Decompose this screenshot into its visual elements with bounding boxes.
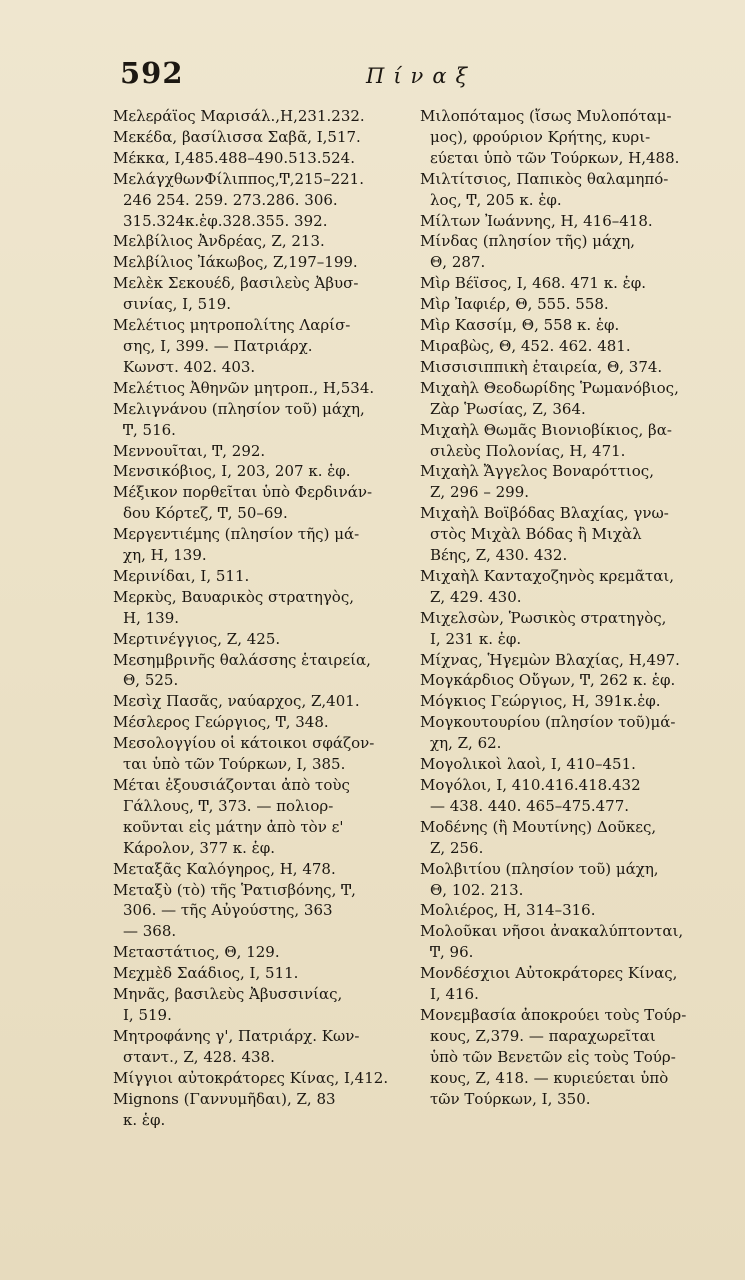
index-entry-continuation-line: ται ὑπὸ τῶν Τούρκων, Ι, 385. [123,755,346,774]
index-entry-headword-line: Μελὲκ Σεκουέδ, βασιλεὺς Ἀβυσ- [113,274,359,293]
index-entry-headword-line: Μεκέδα, βασίλισσα Σαβᾶ, Ι,517. [113,127,361,146]
index-entry-headword-line: Μογκάρδιος Οὔγων, Ͳ, 262 κ. ἑφ. [420,671,676,690]
index-entry-continuation-line: — 368. [123,922,177,941]
index-entry-headword-line: Μέσλερος Γεώργιος, Ͳ, 348. [113,713,329,732]
index-entry [420,315,725,336]
index-entry-headword-line: Μιχαὴλ Βοϊβόδας Βλαχίας, γνω- [420,504,669,523]
index-entry [113,629,413,650]
left-index-column [113,106,413,1130]
index-entry-continuation-line: Η, 139. [123,608,180,627]
index-entry-continuation-line: κους, Ζ, 418. — κυριεύεται ὑπὸ [430,1068,669,1087]
index-entry-headword-line: Μολοῦκαι νῆσοι ἀνακαλύπτονται, [420,922,684,941]
index-entry-headword-line: Μελεράϊος Μαρισάλ.,Η,231.232. [113,107,365,125]
index-entry-headword-line: Μελέτιος Ἀθηνῶν μητροπ., Η,534. [113,378,375,397]
index-entry [420,503,725,566]
index-entry [420,1005,725,1110]
index-entry-headword-line: Μίλτων Ἰωάννης, Η, 416–418. [420,211,653,230]
index-entry [113,148,413,169]
index-entry-headword-line: Μέκκα, Ι,485.488–490.513.524. [113,148,355,167]
index-entry-headword-line: Μισσισιππικὴ ἑταιρεία, Θ, 374. [420,357,663,376]
index-entry-continuation-line: Ζ, 429. 430. [430,587,522,606]
index-entry-continuation-line: σης, Ι, 399. — Πατριάρχ. [123,336,313,355]
index-entry-headword-line: Μερινίδαι, Ι, 511. [113,566,250,585]
index-entry-continuation-line: Ζ, 256. [430,838,484,857]
index-entry-continuation-line: Ζὰρ Ῥωσίας, Ζ, 364. [430,399,586,418]
index-entry-headword-line: Μονδέσχιοι Αὐτοκράτορες Κίνας, [420,964,678,983]
index-entry [420,420,725,462]
index-entry [113,775,413,859]
index-entry-headword-line: Μολβιτίου (πλησίον τοῦ) μάχη, [420,859,659,878]
page-number: 592 [120,56,184,90]
index-entry [420,754,725,775]
index-entry [113,482,413,524]
index-entry [420,169,725,211]
index-entry-headword-line: Μὶρ Βέϊσος, Ι, 468. 471 κ. ἑφ. [420,274,646,293]
index-entry-headword-line: Μηνᾶς, βασιλεὺς Ἀβυσσινίας, [113,985,343,1004]
index-entry [113,880,413,943]
index-entry-headword-line: Μεσολογγίου οἱ κάτοικοι σφάζον- [113,734,375,753]
index-entry-headword-line: Μολιέρος, Η, 314–316. [420,901,596,920]
index-entry [420,650,725,671]
index-entry [420,712,725,754]
index-entry [420,817,725,859]
index-entry [113,942,413,963]
index-entry-headword-line: Μεχμὲδ Σαάδιος, Ι, 511. [113,964,299,983]
index-entry-continuation-line: λος, Ͳ, 205 κ. ἑφ. [430,190,562,209]
index-entry-continuation-line: Κάρολον, 377 κ. ἑφ. [123,838,276,857]
index-entry [113,273,413,315]
index-entry-headword-line: Μεσὶχ Πασᾶς, ναύαρχος, Ζ,401. [113,692,360,711]
index-entry [420,211,725,232]
index-entry-continuation-line: Θ, 102. 213. [430,880,524,899]
index-entry [113,1026,413,1068]
index-entry [420,775,725,817]
index-entry-continuation-line: 246 254. 259. 273.286. 306. [123,190,338,209]
index-entry-continuation-line: Ι, 231 κ. ἑφ. [430,629,522,648]
index-entry [113,461,413,482]
index-entry-headword-line: Μέξικον πορθεῖται ὑπὸ Φερδινάν- [113,483,373,502]
index-entry [113,963,413,984]
index-entry-headword-line: Μὶρ Ἰαφιέρ, Θ, 555. 558. [420,295,609,314]
index-entry-headword-line: Μενσικόβιος, Ι, 203, 207 κ. ἑφ. [113,462,351,481]
index-entry-headword-line: Μεταξὺ (τὸ) τῆς Ῥατισβόνης, Ͳ, [113,880,356,899]
index-entry-headword-line: Μεταστάτιος, Θ, 129. [113,943,280,962]
index-entry-headword-line: Μιχαὴλ Ἄγγελος Βοναρόττιος, [420,462,654,481]
index-entry [420,378,725,420]
index-entry-continuation-line: Ͳ, 516. [123,420,176,439]
index-entry-continuation-line: ὑπὸ τῶν Βενετῶν εἰς τοὺς Τούρ- [430,1047,676,1066]
index-entry-headword-line: Μέται ἐξουσιάζονται ἀπὸ τοὺς [113,776,350,794]
index-entry [113,1089,413,1131]
index-entry-headword-line: Μεσημβρινῆς θαλάσσης ἑταιρεία, [113,650,371,669]
index-entry-continuation-line: κοῦνται εἰς μάτην ἀπὸ τὸν ε' [123,817,344,836]
index-entry [113,169,413,232]
index-entry-continuation-line: χη, Η, 139. [123,546,207,565]
index-entry [420,963,725,1005]
index-entry-headword-line: Μελέτιος μητροπολίτης Λαρίσ- [113,316,351,335]
index-entry [420,357,725,378]
index-entry-continuation-line: Βέης, Ζ, 430. 432. [430,546,568,565]
index-entry [113,859,413,880]
index-entry-headword-line: Μίγγιοι αὐτοκράτορες Κίνας, Ι,412. [113,1068,389,1087]
index-entry-continuation-line: Θ, 287. [430,253,486,272]
index-entry-continuation-line: σιλεὺς Πολονίας, Η, 471. [430,441,626,460]
index-entry [420,231,725,273]
index-entry [420,294,725,315]
index-entry-headword-line: Μόγκιος Γεώργιος, Η, 391κ.ἑφ. [420,692,661,711]
index-entry-continuation-line: χη, Ζ, 62. [430,734,502,753]
index-entry [113,566,413,587]
index-entry-continuation-line: κ. ἑφ. [123,1110,166,1129]
index-entry-headword-line: Μητροφάνης γ', Πατριάρχ. Κων- [113,1026,360,1045]
index-entry-headword-line: Μεταξᾶς Καλόγηρος, Η, 478. [113,859,336,878]
index-entry [113,712,413,733]
index-entry-continuation-line: εύεται ὑπὸ τῶν Τούρκων, Η,488. [430,148,680,167]
index-entry-headword-line: Μογολικοὶ λαοὶ, Ι, 410–451. [420,755,636,774]
index-entry-continuation-line: στὸς Μιχὰλ Βόδας ἢ Μιχὰλ [430,525,642,544]
index-entry-headword-line: Μογκουτουρίου (πλησίον τοῦ)μά- [420,713,676,732]
index-entry [420,566,725,608]
index-entry-continuation-line: Ζ, 296 – 299. [430,483,530,502]
index-entry-headword-line: Μεννουῖται, Ͳ, 292. [113,441,266,460]
index-entry-continuation-line: Ι, 519. [123,1005,172,1024]
index-entry-headword-line: Μελβίλιος Ἰάκωβος, Ζ,197–199. [113,253,358,272]
index-entry-headword-line: Μιχελσὼν, Ῥωσικὸς στρατηγὸς, [420,608,667,627]
index-entry-headword-line: Μελιγνάνου (πλησίον τοῦ) μάχη, [113,399,365,418]
index-entry-headword-line: Mignons (Γαννυμῆδαι), Ζ, 83 [113,1089,336,1108]
index-entry [420,900,725,921]
index-entry-headword-line: Μογόλοι, Ι, 410.416.418.432 [420,776,641,794]
index-entry-headword-line: Μιχαὴλ Κανταχοζηνὸς κρεμᾶται, [420,566,675,585]
index-entry-headword-line: Μεργεντιέμης (πλησίον τῆς) μά- [113,525,360,544]
index-entry [113,127,413,148]
index-entry-continuation-line: δου Κόρτεζ, Ͳ, 50–69. [123,504,288,523]
index-entry-headword-line: Μὶρ Κασσίμ, Θ, 558 κ. ἑφ. [420,316,620,335]
index-entry [420,691,725,712]
index-entry [113,231,413,252]
index-entry-headword-line: Μιχαὴλ Θεοδωρίδης Ῥωμανόβιος, [420,378,679,397]
index-entry-headword-line: Μίχνας, Ἡγεμὼν Βλαχίας, Η,497. [420,650,680,669]
index-entry [113,650,413,692]
right-index-column [420,106,725,1110]
index-entry-headword-line: Μίνδας (πλησίον τῆς) μάχη, [420,232,635,251]
index-entry [113,524,413,566]
index-entry-headword-line: Μιλτίτσιος, Παπικὸς θαλαμηπό- [420,169,669,188]
index-entry [113,587,413,629]
index-entry-continuation-line: Ͳ, 96. [430,943,474,962]
index-entry-headword-line: Μοδένης (ἢ Μουτίνης) Δοῦκες, [420,817,657,836]
index-entry [420,670,725,691]
index-entry [113,691,413,712]
index-entry-continuation-line: Ι, 416. [430,985,479,1004]
index-entry-headword-line: Μερκὺς, Βαυαρικὸς στρατηγὸς, [113,587,354,606]
index-entry [420,859,725,901]
index-entry-continuation-line: 315.324κ.ἑφ.328.355. 392. [123,211,328,230]
index-entry [420,336,725,357]
index-entry [113,378,413,399]
index-entry [420,273,725,294]
index-entry-continuation-line: τῶν Τούρκων, Ι, 350. [430,1089,591,1108]
index-entry [113,106,413,127]
index-entry-headword-line: Μελβίλιος Ἀνδρέας, Ζ, 213. [113,232,325,251]
index-entry-continuation-line: σταντ., Ζ, 428. 438. [123,1047,275,1066]
index-entry [113,399,413,441]
index-entry [420,461,725,503]
index-entry [113,733,413,775]
index-entry-headword-line: Μονεμβασία ἀποκρούει τοὺς Τούρ- [420,1005,687,1024]
index-entry-continuation-line: 306. — τῆς Αὐγούστης, 363 [123,901,333,920]
index-entry [113,252,413,273]
index-entry-headword-line: Μιχαὴλ Θωμᾶς Βιονιοβίκιος, βα- [420,420,672,439]
index-entry [113,315,413,378]
index-entry [420,106,725,169]
index-entry [113,1068,413,1089]
index-entry [420,608,725,650]
index-entry-headword-line: Μιλοπόταμος (ἴσως Μυλοπόταμ- [420,107,672,125]
index-entry [420,921,725,963]
index-entry [113,984,413,1026]
index-entry [113,441,413,462]
index-entry-continuation-line: Κωνστ. 402. 403. [123,357,256,376]
running-head: Πίναξ [366,64,477,88]
index-entry-continuation-line: μος), φρούριον Κρήτης, κυρι- [430,127,651,146]
index-entry-continuation-line: κους, Ζ,379. — παραχωρεῖται [430,1026,656,1045]
index-entry-headword-line: Μιραβὼς, Θ, 452. 462. 481. [420,336,631,355]
index-entry-continuation-line: Γάλλους, Ͳ, 373. — πολιορ- [123,796,334,815]
index-entry-headword-line: ΜελάγχθωνΦίλιππος,Ͳ,215–221. [113,169,364,188]
index-entry-continuation-line: σινίας, Ι, 519. [123,295,232,314]
index-entry-continuation-line: — 438. 440. 465–475.477. [430,796,630,815]
index-entry-continuation-line: Θ, 525. [123,671,179,690]
index-entry-headword-line: Μερτινέγγιος, Ζ, 425. [113,629,281,648]
